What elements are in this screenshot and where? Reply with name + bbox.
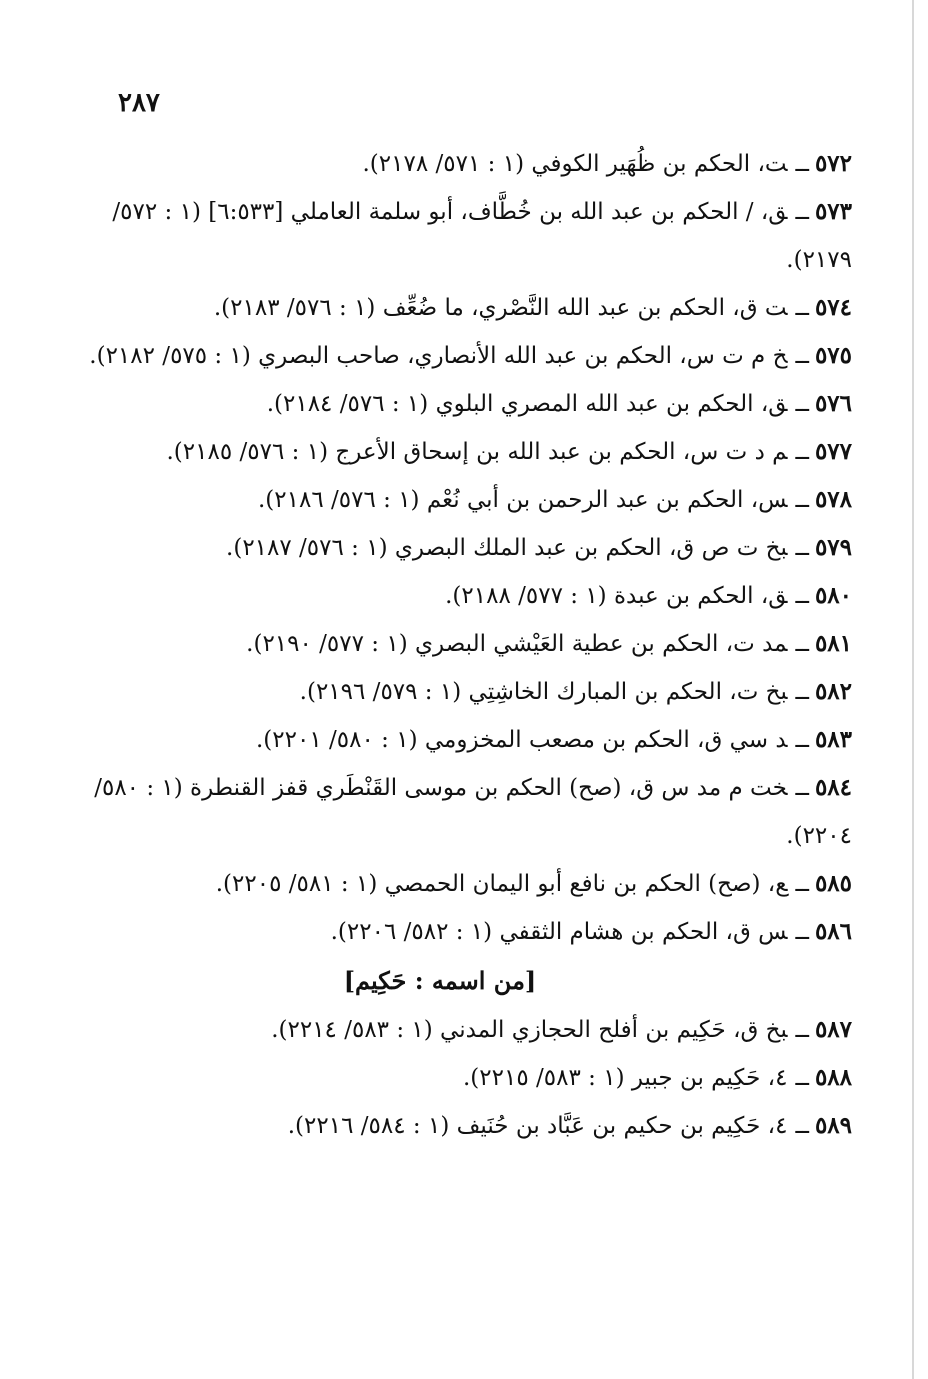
entry-dash: ــ	[795, 151, 809, 177]
section-heading: [من اسمه : حَكِيم]	[343, 966, 537, 995]
entry-entries_after-1	[128, 1054, 852, 1102]
entry-number: ٥٧٨	[814, 486, 852, 513]
entry-dash: ــ	[795, 1065, 809, 1091]
entry-text: خت م مد س ق، (صح) الحكم بن موسى القَنْطَري قفز القنطرة (١ : ٥٨٠/ ٢٢٠٤).	[94, 775, 852, 849]
entry-number: ٥٨٥	[814, 870, 852, 897]
entry-text: خ م ت س، الحكم بن عبد الله الأنصاري، صاحب البصري (١ : ٥٧٥/ ٢١٨٢).	[89, 343, 788, 369]
entry-entries_before-11	[128, 716, 852, 764]
entry-dash: ــ	[795, 583, 809, 609]
entry-entries_before-9	[128, 620, 852, 668]
entries-after-heading	[128, 1006, 852, 1150]
entry-text: ٤، حَكِيم بن جبير (١ : ٥٨٣/ ٢٢١٥).	[463, 1065, 788, 1091]
entry-entries_before-4	[128, 380, 852, 428]
entry-dash: ــ	[795, 727, 809, 753]
entry-entries_after-0	[128, 1006, 852, 1054]
entries-before-heading	[89, 140, 852, 956]
entry-dash: ــ	[795, 919, 809, 945]
entry-entries_before-13	[128, 860, 852, 908]
entry-number: ٥٨٦	[814, 918, 852, 945]
entry-dash: ــ	[795, 871, 809, 897]
entry-entries_before-12	[52, 764, 852, 860]
entry-entries_before-5	[52, 428, 852, 476]
entry-number: ٥٨٩	[814, 1112, 852, 1139]
entry-text: ق، الحكم بن عبدة (١ : ٥٧٧/ ٢١٨٨).	[445, 583, 788, 609]
entry-entries_before-2	[128, 284, 852, 332]
entry-text: ت ق، الحكم بن عبد الله النَّصْري، ما ضُعِّف (١ : ٥٧٦/ ٢١٨٣).	[213, 295, 788, 321]
entry-number: ٥٧٥	[814, 342, 852, 369]
entry-entries_before-14	[128, 908, 852, 956]
entry-text: ت، الحكم بن ظُهَير الكوفي (١ : ٥٧١/ ٢١٧٨).	[362, 151, 788, 177]
entry-entries_before-3	[52, 332, 852, 380]
entry-text: بخ ق، حَكِيم بن أفلح الحجازي المدني (١ : ٥٨٣/ ٢٢١٤).	[271, 1017, 788, 1043]
entry-number: ٥٨٧	[814, 1016, 852, 1043]
entry-dash: ــ	[795, 295, 809, 321]
entry-number: ٥٧٤	[814, 294, 852, 321]
entries-list	[89, 140, 852, 1150]
entry-dash: ــ	[795, 1113, 809, 1139]
entry-entries_before-6	[128, 476, 852, 524]
entry-number: ٥٧٧	[814, 438, 852, 465]
entry-entries_before-0	[128, 140, 852, 188]
entry-number: ٥٧٦	[814, 390, 852, 417]
entry-number: ٥٨٣	[814, 726, 852, 753]
entry-number: ٥٨٢	[814, 678, 852, 705]
entry-dash: ــ	[795, 343, 809, 369]
entry-entries_before-7	[128, 524, 852, 572]
entry-number: ٥٧٩	[814, 534, 852, 561]
entry-dash: ــ	[795, 775, 809, 801]
entry-entries_before-8	[128, 572, 852, 620]
entry-number: ٥٨٤	[814, 774, 852, 801]
entry-text: ع، (صح) الحكم بن نافع أبو اليمان الحمصي (١ : ٥٨١/ ٢٢٠٥).	[215, 871, 788, 897]
entry-number: ٥٧٣	[814, 198, 852, 225]
entry-dash: ــ	[795, 631, 809, 657]
entry-text: ق، / الحكم بن عبد الله بن خُطَّاف، أبو سلمة العاملي [٦:٥٣٣] (١ : ٥٧٢/ ٢١٧٩).	[112, 199, 852, 273]
entry-entries_after-2	[128, 1102, 852, 1150]
entry-text: بخ ت ص ق، الحكم بن عبد الملك البصري (١ : ٥٧٦/ ٢١٨٧).	[226, 535, 788, 561]
binding-gutter-line	[912, 0, 914, 1379]
entry-entries_before-1	[52, 188, 852, 284]
entry-number: ٥٨١	[814, 630, 852, 657]
entry-dash: ــ	[795, 199, 809, 225]
entry-text: م د ت س، الحكم بن عبد الله بن إسحاق الأعرج (١ : ٥٧٦/ ٢١٨٥).	[166, 439, 788, 465]
entry-dash: ــ	[795, 439, 809, 465]
entry-number: ٥٨٨	[814, 1064, 852, 1091]
entry-text: س، الحكم بن عبد الرحمن بن أبي نُعْم (١ : ٥٧٦/ ٢١٨٦).	[257, 487, 788, 513]
page-number: ٢٨٧	[118, 88, 160, 118]
entry-dash: ــ	[795, 679, 809, 705]
entry-text: س ق، الحكم بن هشام الثقفي (١ : ٥٨٢/ ٢٢٠٦).	[330, 919, 788, 945]
entry-entries_before-10	[128, 668, 852, 716]
entry-text: مد ت، الحكم بن عطية العَيْشي البصري (١ : ٥٧٧/ ٢١٩٠).	[246, 631, 788, 657]
entry-number: ٥٧٢	[814, 150, 852, 177]
entry-text: د سي ق، الحكم بن مصعب المخزومي (١ : ٥٨٠/ ٢٢٠١).	[256, 727, 788, 753]
entry-dash: ــ	[795, 391, 809, 417]
entry-text: بخ ت، الحكم بن المبارك الخاشِتِي (١ : ٥٧٩/ ٢١٩٦).	[299, 679, 788, 705]
entry-text: ق، الحكم بن عبد الله المصري البلوي (١ : ٥٧٦/ ٢١٨٤).	[266, 391, 788, 417]
entry-dash: ــ	[795, 1017, 809, 1043]
entry-number: ٥٨٠	[814, 582, 852, 609]
entry-text: ٤، حَكِيم بن حكيم بن عَبَّاد بن حُنَيف (١ : ٥٨٤/ ٢٢١٦).	[287, 1113, 788, 1139]
entry-dash: ــ	[795, 535, 809, 561]
entry-dash: ــ	[795, 487, 809, 513]
